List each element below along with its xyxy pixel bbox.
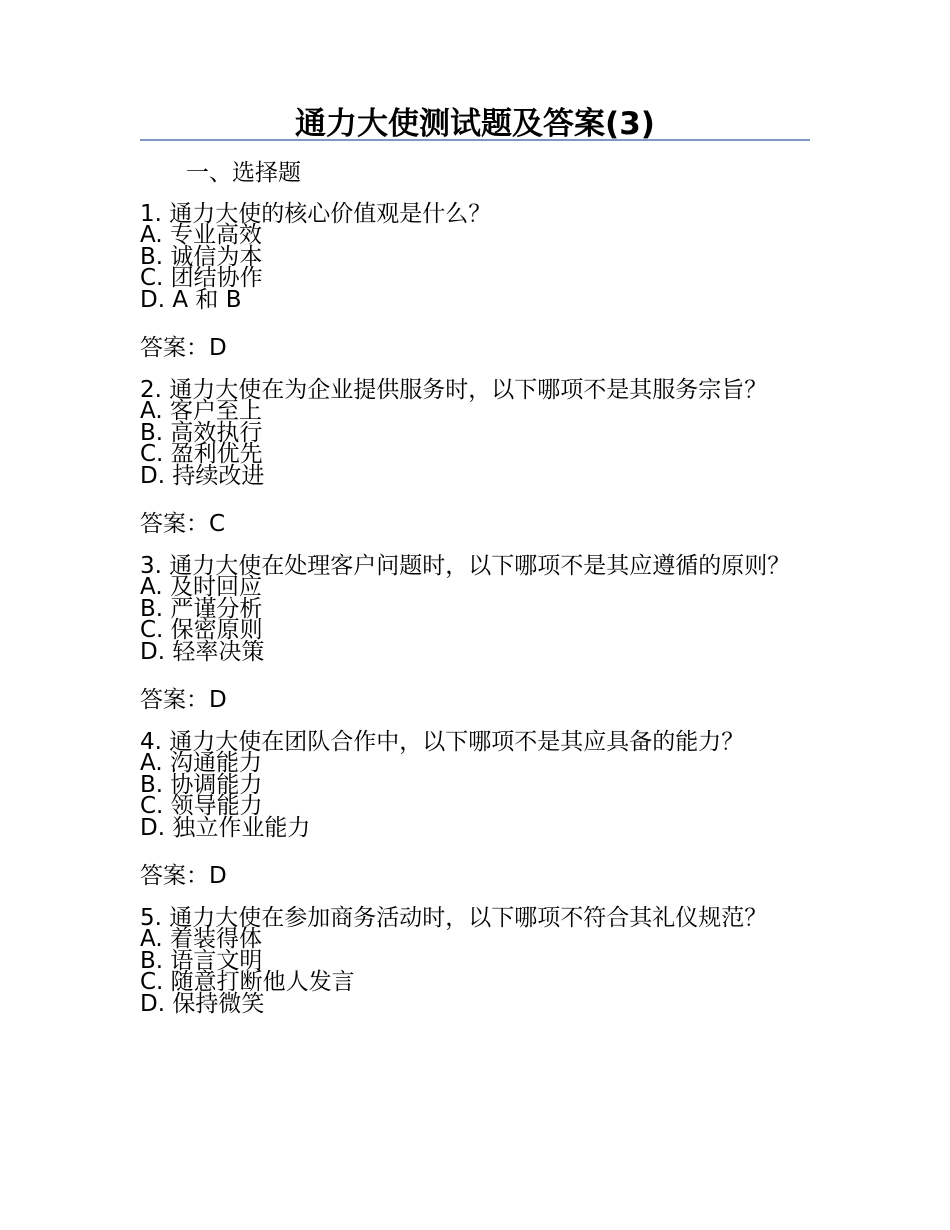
question-text: 2. 通力大使在为企业提供服务时，以下哪项不是其服务宗旨？ [140,377,768,403]
option-a: A. 沟通能力 [140,750,262,776]
option-b: B. 协调能力 [140,771,263,798]
option-c: C. 盈利优先 [140,441,263,467]
option-d: D. 持续改进 [140,462,265,489]
option-a: A. 着装得体 [140,926,262,952]
question-text: 3. 通力大使在处理客户问题时，以下哪项不是其应遵循的原则？ [140,553,791,579]
question-text: 5. 通力大使在参加商务活动时，以下哪项不符合其礼仪规范？ [140,905,768,931]
answer-line: 答案：D [140,335,227,361]
option-d: D. 轻率决策 [140,638,265,665]
option-b: B. 诚信为本 [140,243,263,270]
option-d: D. A 和 B [140,286,242,313]
question-list [140,203,805,1015]
option-a: A. 客户至上 [140,398,262,424]
answer-line: 答案：D [140,687,227,713]
answer-line: 答案：D [140,863,227,889]
option-list [140,222,805,313]
option-c: C. 随意打断他人发言 [140,969,355,995]
question-text: 4. 通力大使在团队合作中，以下哪项不是其应具备的能力？ [140,729,745,755]
option-c: C. 领导能力 [140,793,263,819]
option-c: C. 保密原则 [140,617,263,643]
option-b: B. 高效执行 [140,419,263,446]
question-text: 1. 通力大使的核心价值观是什么？ [140,201,492,227]
option-b: B. 语言文明 [140,947,263,974]
answer-line: 答案：C [140,511,226,537]
option-b: B. 严谨分析 [140,595,263,622]
question-block [140,555,805,715]
section-heading: 一、选择题 [186,160,301,186]
question-block [140,731,805,891]
option-list [140,750,805,841]
option-a: A. 专业高效 [140,222,262,248]
title-underline [140,139,810,141]
option-d: D. 独立作业能力 [140,814,311,841]
option-d: D. 保持微笑 [140,990,265,1017]
option-list [140,926,805,1017]
option-list [140,398,805,489]
option-list [140,574,805,665]
document-title: 通力大使测试题及答案(3) [295,106,655,142]
question-block [140,907,805,1015]
question-block [140,203,805,363]
question-block [140,379,805,539]
option-c: C. 团结协作 [140,265,263,291]
option-a: A. 及时回应 [140,574,262,600]
